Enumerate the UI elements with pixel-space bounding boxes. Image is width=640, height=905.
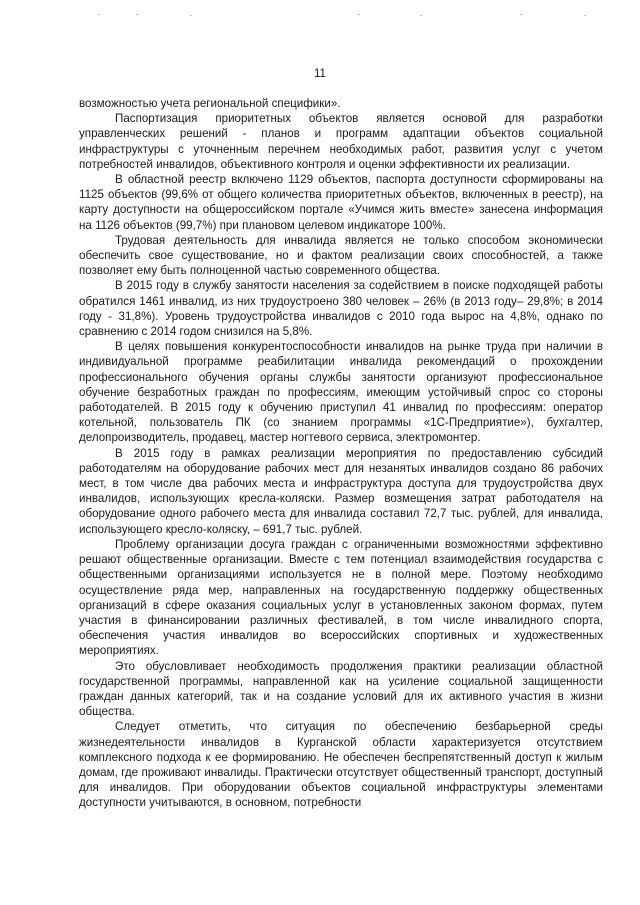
scan-artifact bbox=[520, 14, 522, 15]
scan-artifact bbox=[420, 15, 422, 16]
scan-artifact bbox=[136, 14, 138, 15]
paragraph-subsidies: В 2015 году в рамках реализации мероприятия по предоставлению субсидий работодателям на оборудование рабочих мест для незанятых инвалидов создано 86 рабочих мест, в том числе два рабочих места и инфраструктура доступа для трудоустройства двух инвалидов, использующих кресла-коляски. Размер возмещения затрат работодателя на оборудование одного рабочего места для инвалида составил 72,7 тыс. рублей, для инвалида, использующего кресло-коляску, – 691,7 тыс. рублей. bbox=[79, 446, 603, 536]
scan-artifact bbox=[584, 15, 586, 16]
paragraph-passport-priority: Паспортизация приоритетных объектов является основой для разработки управленческих решений - планов и программ адаптации объектов социальной инфраструктуры с уточненным перечнем необходимых работ, развития услуг с учетом потребностей инвалидов, объективного контроля и оценки эффективности их реализации. bbox=[79, 112, 603, 171]
paragraph-employment-2015: В 2015 году в службу занятости населения за содействием в поиске подходящей работы обратился 1461 инвалид, из них трудоустроено 380 человек – 26% (в 2013 году– 29,8%; в 2014 году - 31,8%). Уровень трудоустройства инвалидов с 2010 года вырос на 4,8%, однако по сравнению с 2014 годом снизился на 5,8%. bbox=[79, 279, 603, 339]
scan-artifact bbox=[98, 14, 100, 15]
paragraph-leisure: Проблему организации досуга граждан с ограниченными возможностями эффективно решают общественные организации. Вместе с тем потенциал взаимодействия государства с общественными организациями используется не в полной мере. Поэтому необходимо осуществление ряда мер, направленных на государственную поддержку общественных организаций в сфере оказания социальных услуг в установленных законом формах, путем участия в финансировании различных фестивалей, в том числе инвалидного спорта, обеспечения участия инвалидов во всероссийских спортивных и художественных мероприятиях. bbox=[79, 537, 603, 658]
scan-artifact bbox=[358, 14, 360, 15]
scan-artifact bbox=[190, 15, 192, 16]
document-body bbox=[79, 96, 603, 811]
paragraph-labor-activity: Трудовая деятельность для инвалида является не только способом экономически обеспечить свое существование, но и фактом реализации своих способностей, а также позволяет ему быть полноценной частью современного общества. bbox=[79, 233, 603, 278]
page-number: 11 bbox=[314, 68, 326, 80]
paragraph-program-continuation: Это обусловливает необходимость продолжения практики реализации областной государственной программы, направленной как на усиление социальной защищенности граждан данных категорий, так и на создание условий для их активного участия в жизни общества. bbox=[79, 659, 603, 719]
paragraph-regional-registry: В областной реестр включено 1129 объектов, паспорта доступности сформированы на 1125 объектов (99,6% от общего количества приоритетных объектов, включенных в реестр), на карту доступности на общероссийском портале «Учимся жить вместе» занесена информация на 1126 объектов (99,7%) при плановом целевом индикаторе 100%. bbox=[79, 173, 603, 232]
paragraph-barrier-free: Следует отметить, что ситуация по обеспечению безбарьерной среды жизнедеятельности инвалидов в Курганской области характеризуется отсутствием комплексного подхода к ее формированию. Не обеспечен беспрепятственный доступ к жилым домам, где проживают инвалиды. Практически отсутствует общественный транспорт, доступный для инвалидов. При оборудовании объектов социальной инфраструктуры элементами доступности учитываются, в основном, потребности bbox=[79, 720, 603, 810]
paragraph-continuation: возможностью учета региональной специфики». bbox=[79, 97, 341, 110]
paragraph-competitiveness: В целях повышения конкурентоспособности инвалидов на рынке труда при наличии в индивидуальной программе реабилитации инвалида рекомендаций о прохождении профессионального обучения органы службы занятости организуют профессиональное обучение безработных граждан по профессиям, имеющим устойчивый спрос со стороны работодателей. В 2015 году к обучению приступил 41 инвалид по профессиям: оператор котельной, пользователь ПК (со знанием программы «1С-Предприятие»), бухгалтер, делопроизводитель, продавец, мастер ногтевого сервиса, электромонтер. bbox=[79, 340, 603, 445]
